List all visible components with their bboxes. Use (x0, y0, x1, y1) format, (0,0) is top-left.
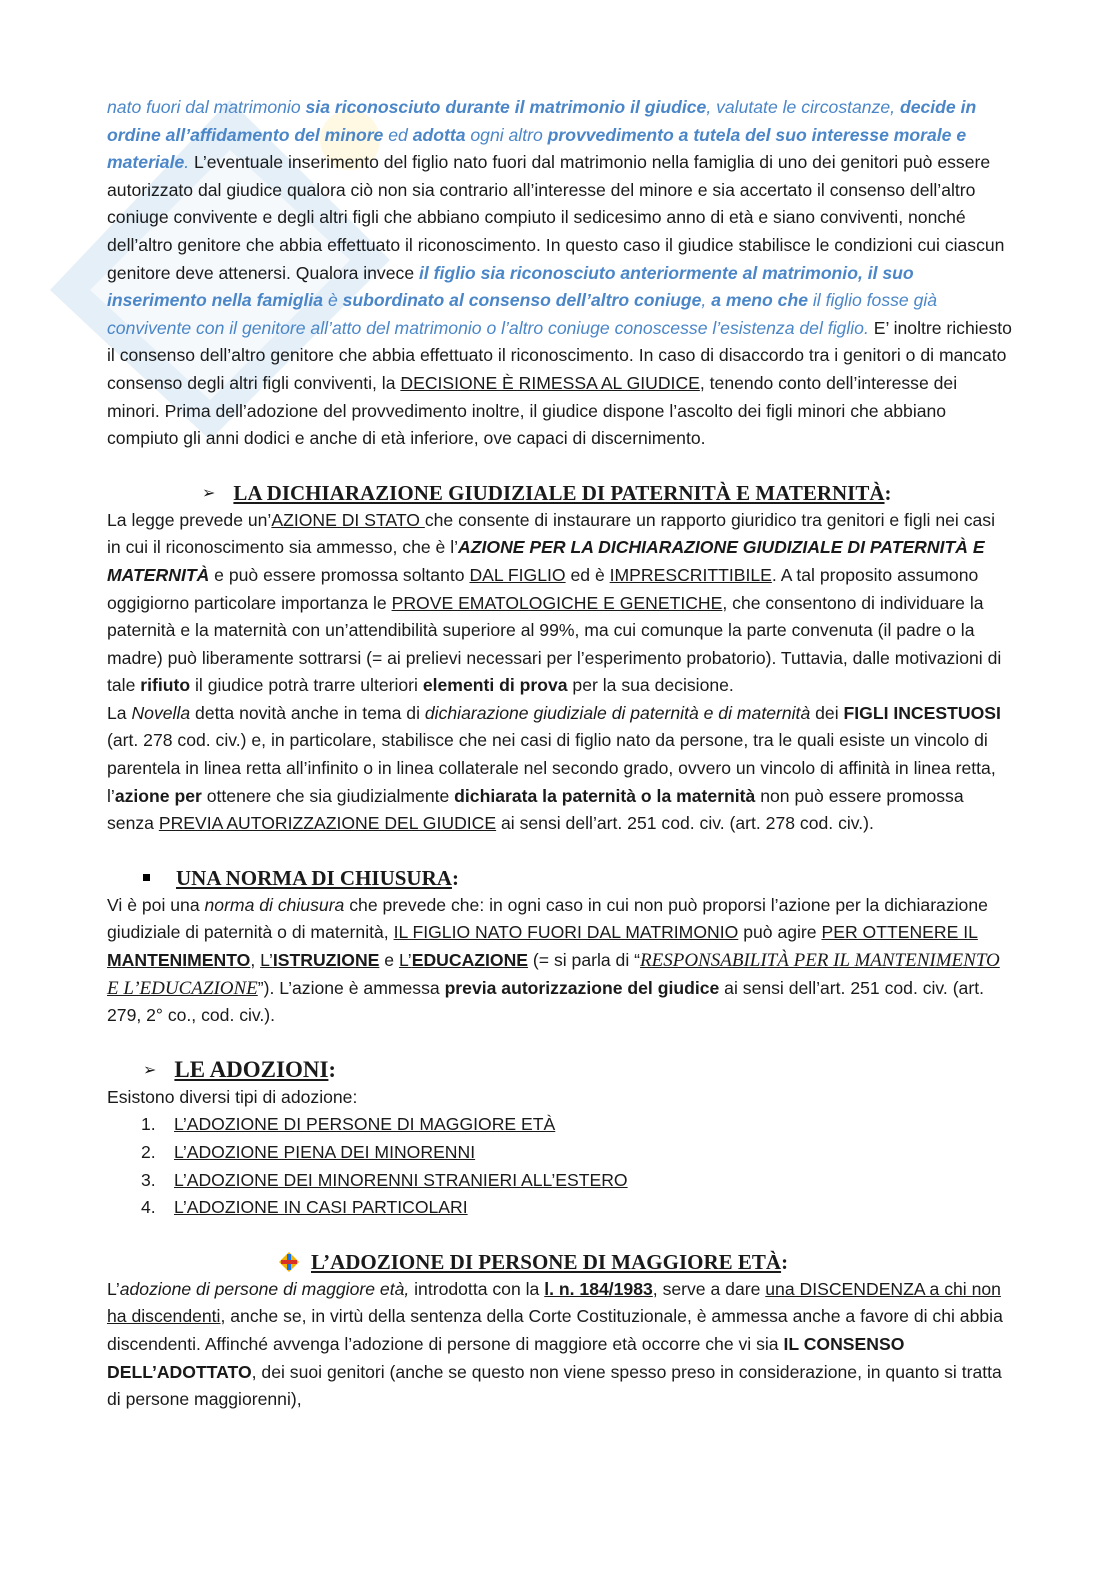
section-heading-maggiore-eta: L’ADOZIONE DI PERSONE DI MAGGIORE ETÀ : (279, 1248, 1013, 1276)
square-bullet-icon (143, 874, 150, 881)
adozioni-list (107, 1111, 1013, 1221)
paragraph-azione-di-stato: La legge prevede un’AZIONE DI STATO che consente di instaurare un rapporto giuridico tra genitori e figli nei casi in cui il riconoscimento sia ammesso, che è l’AZIONE PER LA DICHIARAZIONE GIUDIZIALE DI PATERNITÀ E MATERNITÀ e può essere promossa soltanto DAL FIGLIO ed è IMPRESCRITTIBILE. A tal proposito assumono oggigiorno particolare importanza le PROVE EMATOLOGICHE E GENETICHE, che consentono di individuare la paternità e la maternità con un’attendibilità superiore al 99%, ma cui comunque la parte convenuta (il padre o la madre) può liberamente sottrarsi (= ai prelievi necessari per l’esperimento probatorio). Tuttavia, dalle motivazioni di tale rifiuto il giudice potrà trarre ulteriori elementi di prova per la sua decisione. (107, 509, 1002, 696)
list-item: 4. L’ADOZIONE IN CASI PARTICOLARI (141, 1197, 468, 1218)
list-item: 2. L’ADOZIONE PIENA DEI MINORENNI (141, 1142, 476, 1162)
list-item: 3. L’ADOZIONE DEI MINORENNI STRANIERI ALL’ESTERO (141, 1169, 628, 1190)
document-content (107, 94, 1013, 1414)
section-heading-dichiarazione: ➢ LA DICHIARAZIONE GIUDIZIALE DI PATERNITÀ E MATERNITÀ : (202, 480, 892, 505)
section-heading-adozioni: ➢ LE ADOZIONI : (143, 1056, 337, 1082)
adozioni-intro: Esistono diversi tipi di adozione: (107, 1086, 358, 1107)
paragraph-figli-incestuosi: La Novella detta novità anche in tema di dichiarazione giudiziale di paternità e di maternità dei FIGLI INCESTUOSI (art. 278 cod. civ.) e, in particolare, stabilisce che nei casi di figlio nato da persone, tra le quali esiste un vincolo di parentela in linea retta all’infinito o in linea collaterale nel secondo grado, ovvero un vincolo di affinità in linea retta, l’azione per ottenere che sia giudizialmente dichiarata la paternità o la maternità non può essere promossa senza PREVIA AUTORIZZAZIONE DEL GIUDICE ai sensi dell’art. 251 cod. civ. (art. 278 cod. civ.). (107, 702, 1001, 834)
paragraph-adozione-maggiore-eta: L’adozione di persone di maggiore età, introdotta con la l. n. 184/1983, serve a dare una DISCENDENZA a chi non ha discendenti, anche se, in virtù della sentenza della Corte Costituzionale, è ammessa anche a favore di chi abbia discendenti. Affinché avvenga l’adozione di persone di maggiore età occorre che vi sia IL CONSENSO DELL’ADOTTATO, dei suoi genitori (anche se questo non viene spesso preso in considerazione, in quanto si tratta di persone maggiorenni), (107, 1278, 1003, 1410)
list-item: 1. L’ADOZIONE DI PERSONE DI MAGGIORE ETÀ (141, 1114, 556, 1135)
paragraph-norma-chiusura: Vi è poi una norma di chiusura che prevede che: in ogni caso in cui non può proporsi l’azione per la dichiarazione giudiziale di paternità o di maternità, IL FIGLIO NATO FUORI DAL MATRIMONIO può agire PER OTTENERE IL MANTENIMENTO, L’ISTRUZIONE e L’EDUCAZIONE (= si parla di “RESPONSABILITÀ PER IL MANTENIMENTO E L’EDUCAZIONE”). L’azione è ammessa previa autorizzazione del giudice ai sensi dell’art. 251 cod. civ. (art. 279, 2° co., cod. civ.). (107, 894, 1000, 1026)
arrow-bullet-icon: ➢ (202, 482, 216, 502)
section-heading-norma-chiusura: UNA NORMA DI CHIUSURA : (143, 864, 1013, 892)
paragraph-affidamento: nato fuori dal matrimonio sia riconosciuto durante il matrimonio il giudice, valutate le circostanze, decide in ordine all’affidamento del minore ed adotta ogni altro provvedimento a tutela del suo interesse morale e materiale. L’eventuale inserimento del figlio nato fuori dal matrimonio nella famiglia di uno dei genitori può essere autorizzato dal giudice qualora ciò non sia contrario all’interesse del minore e sia accertato il consenso dell’altro coniuge convivente e degli altri figli che abbiano compiuto il sedicesimo anno di età e siano conviventi, nonché dell’altro genitore che abbia effettuato il riconoscimento. In questo caso il giudice stabilisce le condizioni cui ciascun genitore deve attenersi. Qualora invece il figlio sia riconosciuto anteriormente al matrimonio, il suo inserimento nella famiglia è subordinato al consenso dell’altro coniuge, a meno che il figlio fosse già convivente con il genitore all’atto del matrimonio o l’altro coniuge conoscesse l’esistenza del figlio. E’ inoltre richiesto il consenso dell’altro genitore che abbia effettuato il riconoscimento. In caso di disaccordo tra i genitori o di mancato consenso degli altri figli conviventi, la DECISIONE È RIMESSA AL GIUDICE, tenendo conto dell’interesse dei minori. Prima dell’adozione del provvedimento inoltre, il giudice dispone l’ascolto dei figli minori che abbiano compiuto gli anni dodici e anche di età inferiore, ove capaci di discernimento. (107, 97, 1012, 449)
arrow-bullet-icon: ➢ (143, 1059, 157, 1079)
diamond-bullet-icon (279, 1252, 299, 1272)
